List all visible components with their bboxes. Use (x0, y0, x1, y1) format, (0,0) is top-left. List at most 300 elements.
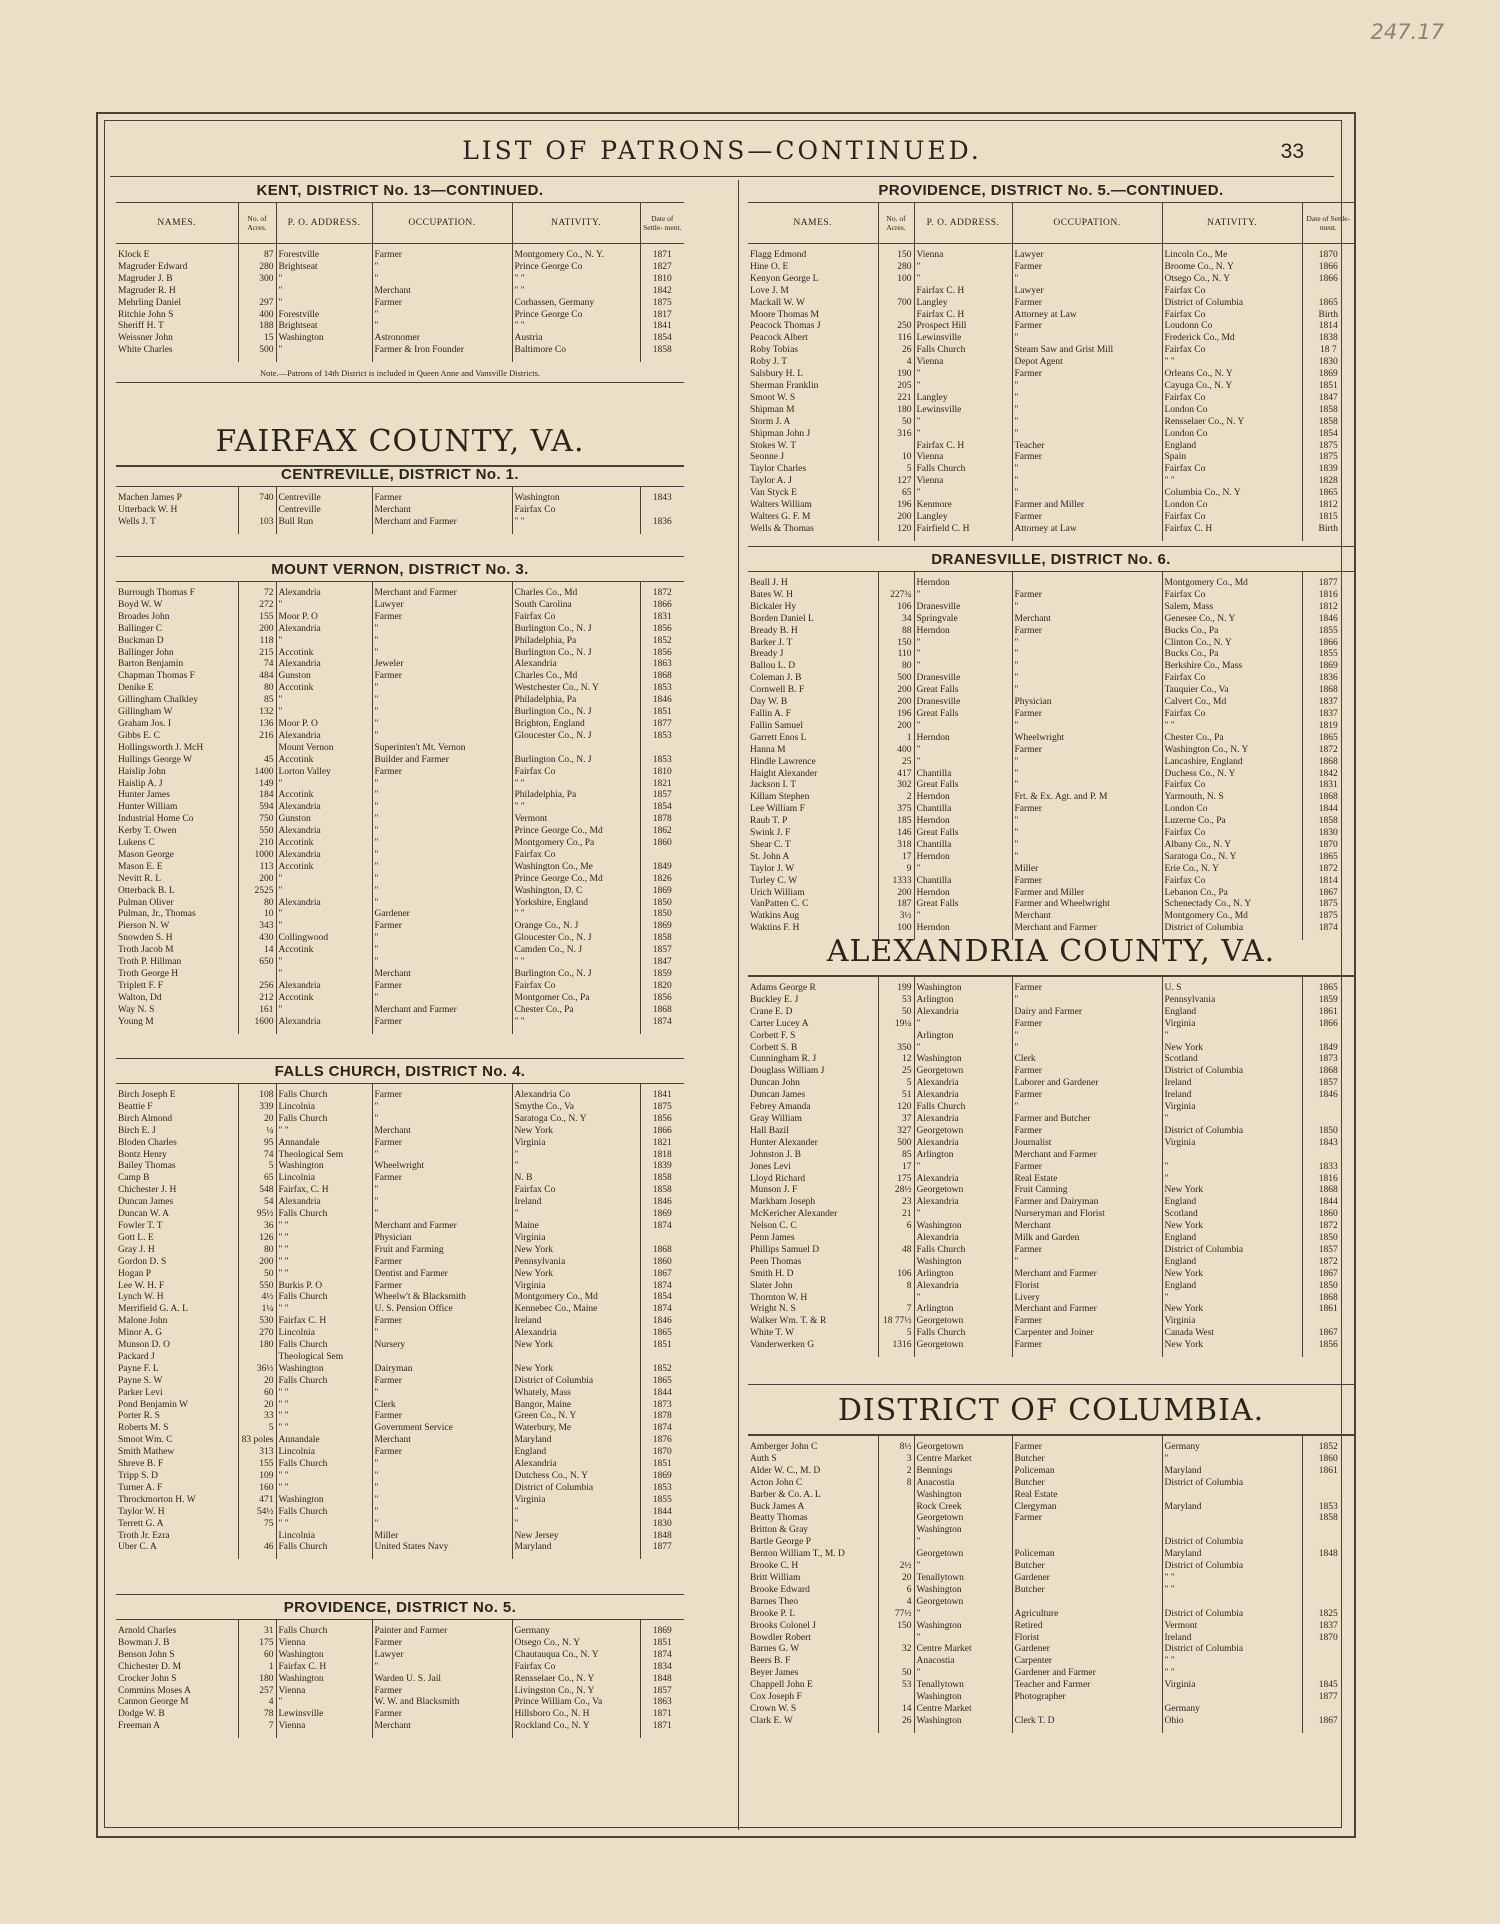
occupation: Dairy and Farmer (1012, 1007, 1162, 1019)
occupation: Merchant and Farmer (1012, 1269, 1162, 1281)
nativity: Ireland (512, 1197, 640, 1209)
nativity: " (512, 1161, 640, 1173)
po-address: Alexandria (914, 1114, 1012, 1126)
table-row (748, 792, 1354, 804)
acres-value: 155 (238, 612, 276, 624)
table-row (116, 1017, 684, 1034)
patron-name: Dodge W. B (118, 1709, 165, 1720)
occupation: " (372, 850, 512, 862)
patron-name: Troth George H (118, 969, 179, 979)
po-address: " " (276, 1304, 372, 1316)
po-address: Falls Church (276, 1114, 372, 1126)
occupation: " (1012, 333, 1162, 345)
patron-name: Taylor J. W (750, 863, 795, 874)
settlement-year: 1827 (640, 262, 684, 274)
settlement-year: 1858 (1302, 405, 1354, 417)
acres-value: 2525 (238, 886, 276, 898)
section-title-falls-church: FALLS CHURCH, DISTRICT No. 4. (116, 1058, 684, 1084)
patron-name: Young M (118, 1016, 154, 1027)
nativity: District of Columbia (1162, 1561, 1302, 1573)
patron-name: Raub T. P (750, 816, 788, 827)
po-address: Lewinsville (914, 333, 1012, 345)
po-address: Chantilla (914, 876, 1012, 888)
po-address: Langley (914, 298, 1012, 310)
settlement-year: 1846 (1302, 614, 1354, 626)
settlement-year: 1846 (640, 695, 684, 707)
table-row (748, 1490, 1354, 1502)
po-address: Arlington (914, 1150, 1012, 1162)
acres-value (238, 1531, 276, 1543)
po-address: Washington (276, 1650, 372, 1662)
occupation: Gardener (1012, 1644, 1162, 1656)
po-address: " (914, 1609, 1012, 1621)
occupation: Butcher (1012, 1478, 1162, 1490)
acres-value: 200 (878, 721, 914, 733)
table-row (748, 1466, 1354, 1478)
settlement-year: 1839 (640, 1161, 684, 1173)
table-row (748, 757, 1354, 769)
table-row (748, 1621, 1354, 1633)
settlement-year: 1858 (1302, 1513, 1354, 1525)
section-title-mount-vernon: MOUNT VERNON, DISTRICT No. 3. (116, 556, 684, 582)
acres-value: 216 (238, 731, 276, 743)
settlement-year: 1868 (640, 671, 684, 683)
nativity: Calvert Co., Md (1162, 697, 1302, 709)
nativity: Virginia (1162, 1680, 1302, 1692)
occupation: Farmer and Dairyman (1012, 1197, 1162, 1209)
nativity: Alexandria (512, 1328, 640, 1340)
settlement-year: 1872 (1302, 864, 1354, 876)
settlement-year: 1831 (1302, 780, 1354, 792)
po-address: Washington (276, 1674, 372, 1686)
po-address: Vienna (914, 452, 1012, 464)
acres-value: 1 (238, 1662, 276, 1674)
acres-value (878, 1031, 914, 1043)
occupation: " (1012, 828, 1162, 840)
patron-name: Walters G. F. M (750, 511, 811, 522)
settlement-year (1302, 1573, 1354, 1585)
acres-value: 106 (878, 1269, 914, 1281)
acres-value: 302 (878, 780, 914, 792)
patron-name: Utterback W. H (118, 504, 178, 515)
occupation: Policeman (1012, 1466, 1162, 1478)
occupation: Clerk T. D (1012, 1716, 1162, 1733)
nativity: Clinton Co., N. Y (1162, 638, 1302, 650)
occupation: Farmer (372, 671, 512, 683)
occupation: United States Navy (372, 1542, 512, 1559)
acres-value: 221 (878, 393, 914, 405)
patron-name: Boyd W. W (118, 599, 163, 610)
occupation: Lawyer (1012, 286, 1162, 298)
acres-value: 72 (238, 582, 276, 600)
nativity: Fairfax Co (1162, 590, 1302, 602)
settlement-year (1302, 1102, 1354, 1114)
patron-name: Flagg Edmond (750, 250, 807, 260)
occupation: " (372, 1483, 512, 1495)
alexandria-table (748, 977, 1354, 1357)
table-row (116, 909, 684, 921)
settlement-year (640, 505, 684, 517)
acres-value: 80 (238, 1245, 276, 1257)
po-address: Washington (914, 1054, 1012, 1066)
settlement-year (1302, 1316, 1354, 1328)
table-row (748, 638, 1354, 650)
patron-name: Buckley E. J (750, 994, 799, 1005)
table-row (116, 1376, 684, 1388)
occupation: Retired (1012, 1621, 1162, 1633)
patron-name: Commins Moses A (118, 1685, 191, 1696)
acres-value: 46 (238, 1542, 276, 1559)
table-row (748, 685, 1354, 697)
nativity: Hillsboro Co., N. H (512, 1709, 640, 1721)
occupation: Merchant and Farmer (1012, 923, 1162, 940)
po-address: " (276, 286, 372, 298)
settlement-year: 1848 (640, 1674, 684, 1686)
table-row (748, 816, 1354, 828)
patron-name: Tripp S. D (118, 1471, 159, 1481)
nativity: District of Columbia (1162, 1478, 1302, 1490)
patron-name: Lukens C (118, 838, 155, 849)
settlement-year: 1866 (1302, 638, 1354, 650)
table-row (116, 1471, 684, 1483)
acres-value: 25 (878, 1066, 914, 1078)
dranesville-section (748, 546, 1354, 940)
table-row (748, 1054, 1354, 1066)
po-address: Arlington (914, 995, 1012, 1007)
table-row (116, 850, 684, 862)
nativity: Genesee Co., N. Y (1162, 614, 1302, 626)
table-row (116, 487, 684, 505)
table-row (748, 488, 1354, 500)
po-address: Georgetown (914, 1513, 1012, 1525)
acres-value: 175 (238, 1638, 276, 1650)
table-row (748, 1174, 1354, 1186)
acres-value: 8½ (878, 1436, 914, 1454)
settlement-year: 18 7 (1302, 345, 1354, 357)
acres-value (878, 1293, 914, 1305)
po-address: Theological Sem (276, 1150, 372, 1162)
patron-name: Jackson I. T (750, 780, 796, 791)
table-row (748, 321, 1354, 333)
patron-name: Smoot Wm. C (118, 1435, 173, 1446)
patron-name: Jones Levi (750, 1161, 791, 1172)
settlement-year (1302, 1656, 1354, 1668)
occupation: Merchant and Farmer (1012, 1150, 1162, 1162)
settlement-year: 1865 (640, 1376, 684, 1388)
acres-value: 80 (238, 898, 276, 910)
settlement-year (1302, 1478, 1354, 1490)
acres-value: 550 (238, 1281, 276, 1293)
po-address: Vienna (914, 244, 1012, 262)
settlement-year: 1870 (1302, 1633, 1354, 1645)
settlement-year: 1867 (1302, 1716, 1354, 1733)
settlement-year: 1825 (1302, 1609, 1354, 1621)
settlement-year: 1863 (640, 1697, 684, 1709)
table-row (116, 743, 684, 755)
col-header-occupation: OCCUPATION. (1012, 203, 1162, 244)
table-row (748, 590, 1354, 602)
settlement-year: 1876 (640, 1435, 684, 1447)
dc-table (748, 1436, 1354, 1733)
settlement-year: Birth (1302, 524, 1354, 541)
table-row (748, 262, 1354, 274)
nativity: Otsego Co., N. Y (1162, 274, 1302, 286)
po-address: " " (276, 1471, 372, 1483)
table-row (748, 709, 1354, 721)
patron-name: Klock E (118, 250, 150, 260)
acres-value: 37 (878, 1114, 914, 1126)
acres-value: 343 (238, 921, 276, 933)
occupation: Farmer (1012, 804, 1162, 816)
table-row (748, 512, 1354, 524)
nativity: Spain (1162, 452, 1302, 464)
providence-section (116, 1594, 684, 1738)
nativity: U. S (1162, 977, 1302, 995)
occupation: Agriculture (1012, 1609, 1162, 1621)
nativity: Fairfax Co (1162, 780, 1302, 792)
table-row (748, 1257, 1354, 1269)
patron-name: Ballou L. D (750, 661, 796, 672)
acres-value: 256 (238, 981, 276, 993)
nativity: Rensselaer Co., N. Y (512, 1674, 640, 1686)
po-address: Washington (914, 1716, 1012, 1733)
settlement-year: 1849 (1302, 1043, 1354, 1055)
table-row (748, 298, 1354, 310)
occupation: Clergyman (1012, 1502, 1162, 1514)
patron-name: Smoot W. S (750, 392, 796, 403)
patron-name: Shear C. T (750, 839, 791, 850)
acres-value: 5 (878, 1328, 914, 1340)
alexandria-section (748, 926, 1354, 1357)
settlement-year: 1815 (1302, 512, 1354, 524)
patron-name: Roby Tobias (750, 345, 798, 356)
acres-value: 126 (238, 1233, 276, 1245)
settlement-year: 1837 (1302, 697, 1354, 709)
acres-value: 50 (878, 1668, 914, 1680)
settlement-year: 1858 (640, 345, 684, 362)
patron-name: Merrifield G. A. L (118, 1304, 188, 1315)
nativity: Ireland (1162, 1090, 1302, 1102)
occupation: Farmer (372, 1138, 512, 1150)
acres-value: 250 (878, 321, 914, 333)
acres-value: 127 (878, 476, 914, 488)
acres-value: 188 (238, 321, 276, 333)
table-row (748, 393, 1354, 405)
patron-name: Waktins F. H (750, 923, 800, 934)
patron-name: Way N. S (118, 1004, 155, 1015)
po-address: Great Falls (914, 780, 1012, 792)
occupation: Attorney at Law (1012, 524, 1162, 541)
patron-name: Peen Thomas (750, 1256, 802, 1267)
occupation: " (372, 719, 512, 731)
settlement-year: 1831 (640, 612, 684, 624)
patron-name: Haislip John (118, 766, 166, 777)
occupation: " (1012, 780, 1162, 792)
patron-name: Alder W. C., M. D (750, 1465, 821, 1476)
nativity: Montgomery Co., Md (1162, 911, 1302, 923)
patron-name: Love J. M (750, 285, 789, 296)
settlement-year: 1847 (1302, 393, 1354, 405)
table-row (748, 1150, 1354, 1162)
occupation: " (372, 838, 512, 850)
settlement-year: 1857 (640, 945, 684, 957)
acres-value: 103 (238, 517, 276, 534)
nativity (1162, 1597, 1302, 1609)
table-row (748, 357, 1354, 369)
occupation: Florist (1012, 1281, 1162, 1293)
occupation: " (372, 648, 512, 660)
page-header (104, 128, 1340, 174)
table-row (116, 683, 684, 695)
patron-name: Mason E. E (118, 861, 163, 872)
nativity: " " (512, 957, 640, 969)
patron-name: Fowler T. T (118, 1220, 163, 1231)
po-address: Lewinsville (276, 1709, 372, 1721)
acres-value: 500 (878, 673, 914, 685)
patron-name: Peacock Thomas J (750, 321, 821, 332)
po-address: " (914, 757, 1012, 769)
po-address: Bull Run (276, 517, 372, 534)
nativity: Chester Co., Pa (1162, 733, 1302, 745)
acres-value: 113 (238, 862, 276, 874)
settlement-year: 1844 (640, 1388, 684, 1400)
patron-name: Troth Jr. Ezra (118, 1530, 170, 1541)
patron-name: Mehrling Daniel (118, 297, 182, 308)
acres-value: 530 (238, 1316, 276, 1328)
patron-name: Barnes Theo (750, 1596, 799, 1607)
settlement-year: 1871 (640, 1709, 684, 1721)
patron-name: Douglass William J (750, 1066, 825, 1077)
table-row (116, 1185, 684, 1197)
table-row (748, 369, 1354, 381)
patron-name: Moore Thomas M (750, 309, 819, 320)
occupation: " (372, 886, 512, 898)
occupation: " (372, 310, 512, 322)
settlement-year: 1844 (640, 1507, 684, 1519)
page-title: LIST OF PATRONS—CONTINUED. (462, 136, 982, 165)
section-title-centreville: CENTREVILLE, DISTRICT No. 1. (116, 462, 684, 487)
po-address: Fairfield C. H (914, 524, 1012, 541)
nativity: Virginia (1162, 1102, 1302, 1114)
occupation: " (1012, 1102, 1162, 1114)
patron-name: St. John A (750, 851, 790, 862)
po-address: Chantilla (914, 804, 1012, 816)
occupation: Gardener (1012, 1573, 1162, 1585)
settlement-year: 1872 (1302, 1221, 1354, 1233)
po-address: Falls Church (276, 1507, 372, 1519)
patron-name: Garrett Enos L (750, 732, 807, 743)
occupation: Merchant (372, 1126, 512, 1138)
occupation: " (372, 1519, 512, 1531)
nativity: District of Columbia (1162, 1245, 1302, 1257)
patron-name: Vanderwerken G (750, 1340, 815, 1351)
occupation: Policeman (1012, 1549, 1162, 1561)
occupation: Livery (1012, 1293, 1162, 1305)
acres-value: ¼ (238, 1126, 276, 1138)
patron-name: Graham Jos. I (118, 718, 172, 729)
patron-name: Kenyon George L (750, 273, 819, 284)
table-row (748, 780, 1354, 792)
occupation: Farmer (1012, 1090, 1162, 1102)
occupation: Farmer (1012, 1436, 1162, 1454)
table-row (116, 1281, 684, 1293)
acres-value: 32 (878, 1644, 914, 1656)
occupation: Merchant and Farmer (1012, 1304, 1162, 1316)
po-address: Theological Sem (276, 1352, 372, 1364)
table-row (748, 417, 1354, 429)
patron-name: White T. W (750, 1328, 795, 1339)
po-address: Alexandria (914, 1090, 1012, 1102)
table-row (116, 274, 684, 286)
patron-name: Lee William F (750, 804, 805, 815)
nativity: Camden Co., N. J (512, 945, 640, 957)
occupation: Farmer (1012, 1513, 1162, 1525)
patron-name: Bowman J. B (118, 1637, 170, 1648)
table-row (116, 1662, 684, 1674)
table-row (748, 1549, 1354, 1561)
occupation: Farmer (372, 1084, 512, 1102)
po-address: Herndon (914, 626, 1012, 638)
po-address: Langley (914, 512, 1012, 524)
po-address: " " (276, 1269, 372, 1281)
settlement-year: 1867 (640, 1269, 684, 1281)
patron-name: Wells & Thomas (750, 523, 814, 534)
table-row (748, 1513, 1354, 1525)
settlement-year (1302, 1597, 1354, 1609)
occupation: Merchant and Farmer (372, 1221, 512, 1233)
occupation: Teacher (1012, 441, 1162, 453)
po-address: Alexandria (914, 1233, 1012, 1245)
patron-name: Haight Alexander (750, 768, 818, 779)
occupation: Butcher (1012, 1454, 1162, 1466)
po-address: Washington (914, 1692, 1012, 1704)
settlement-year: 1877 (1302, 1692, 1354, 1704)
po-address: Lincolnia (276, 1328, 372, 1340)
table-row (116, 298, 684, 310)
table-row (116, 310, 684, 322)
table-row (116, 719, 684, 731)
po-address: Vienna (914, 357, 1012, 369)
nativity: New York (1162, 1304, 1302, 1316)
acres-value: 417 (878, 769, 914, 781)
acres-value: 205 (878, 381, 914, 393)
table-row (116, 1209, 684, 1221)
settlement-year: 1830 (1302, 828, 1354, 840)
nativity: London Co (1162, 804, 1302, 816)
patron-name: Coleman J. B (750, 673, 802, 684)
settlement-year: 1865 (1302, 977, 1354, 995)
patron-name: Hindle Lawrence (750, 756, 816, 767)
table-row (116, 1674, 684, 1686)
acres-value: 180 (238, 1674, 276, 1686)
settlement-year: 1877 (640, 719, 684, 731)
acres-value: 118 (238, 636, 276, 648)
settlement-year: 1863 (640, 659, 684, 671)
po-address: Washington (914, 1221, 1012, 1233)
settlement-year: 1848 (1302, 1549, 1354, 1561)
acres-value: 185 (878, 816, 914, 828)
acres-value: 4½ (238, 1292, 276, 1304)
occupation: Clerk (1012, 1054, 1162, 1066)
settlement-year (1302, 1561, 1354, 1573)
acres-value: 53 (878, 995, 914, 1007)
acres-value: 6 (878, 1221, 914, 1233)
occupation: " (1012, 769, 1162, 781)
table-row (116, 826, 684, 838)
occupation (1012, 572, 1162, 590)
occupation: " (1012, 417, 1162, 429)
acres-value: 17 (878, 1162, 914, 1174)
